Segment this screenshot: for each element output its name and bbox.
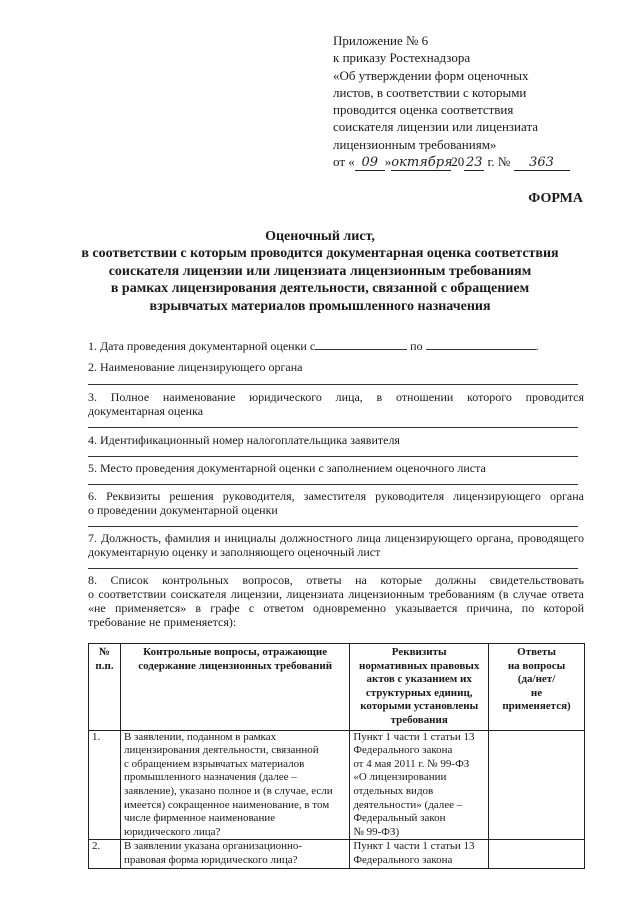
item-1-label-from: 1. Дата проведения документарной оценки с (88, 339, 316, 353)
title-line-1: Оценочный лист, (265, 229, 375, 244)
question-line: заявление), указано полное и (в случае, если (123, 784, 333, 797)
header-answers (489, 644, 585, 731)
header-requisites (350, 644, 489, 731)
item-5-assessment-place: 5. Место проведения документарной оценки с заполнением оценочного листа (88, 461, 486, 475)
date-year-prefix: 20 (451, 154, 465, 170)
item-3-line-2: документарная оценка (88, 404, 204, 418)
item-8-line-3: «не применяется» в графе с ответом одновременно указывается причина, по которой (88, 601, 584, 615)
date-prefix: от « (333, 154, 355, 170)
item-4-taxpayer-id: 4. Идентификационный номер налогоплательщика заявителя (88, 433, 400, 447)
question-line: лицензирования деятельности, связанной (123, 744, 319, 757)
header-num-line: п.п. (95, 659, 114, 672)
appendix-line-6: соискателя лицензии или лицензиата (333, 119, 539, 135)
header-requisites-line: которыми установлены (360, 700, 479, 713)
item-2-licensing-authority: 2. Наименование лицензирующего органа (88, 360, 303, 374)
row-question (120, 840, 349, 868)
item-1-end: . (535, 339, 539, 353)
question-line: правовая форма юридического лица? (123, 853, 298, 866)
header-requisites-line: структурных единиц, (365, 686, 473, 699)
item-5-fill-line[interactable] (88, 484, 578, 485)
order-date-line (333, 153, 570, 171)
requisite-line: № 99-ФЗ) (353, 825, 400, 838)
item-7-fill-line[interactable] (88, 568, 578, 569)
requisite-line: отдельных видов (353, 784, 434, 797)
item-1-assessment-date (88, 338, 584, 354)
item-4-fill-line[interactable] (88, 456, 578, 457)
date-year-label: г. № (487, 154, 511, 170)
header-answers-line: (да/нет/ (517, 673, 556, 686)
row-answer-cell[interactable] (489, 840, 585, 868)
table-header-row (89, 644, 585, 731)
header-answers-line: применяется) (502, 700, 571, 713)
appendix-line-7: лицензионным требованиям» (333, 136, 497, 152)
row-answer-cell[interactable] (489, 730, 585, 840)
item-8-line-2: о соответствии соискателя лицензии, лицензиата лицензионным требованиям (в случае ответа (88, 587, 584, 601)
question-line: имеется) сокращенное наименование, в том (123, 798, 330, 811)
row-question (120, 730, 349, 840)
date-year-handwritten: 23 (465, 155, 483, 171)
header-questions-line: содержание лицензионных требований (138, 659, 333, 672)
item-1-label-to: по (410, 339, 423, 353)
header-answers-line: Ответы (517, 646, 556, 658)
appendix-line-5: проводится оценка соответствия (333, 102, 514, 118)
requisite-line: Федеральный закон (353, 812, 446, 825)
date-from-field[interactable] (315, 338, 407, 350)
header-num (89, 644, 121, 731)
appendix-line-2: к приказу Ростехнадзора (333, 50, 471, 66)
title-line-4: в рамках лицензирования деятельности, связанной с обращением (110, 281, 530, 297)
row-num: 2. (89, 840, 121, 868)
appendix-block (333, 32, 570, 171)
header-answers-line: не (530, 686, 543, 699)
requisite-line: Федерального закона (353, 744, 453, 757)
table-row (89, 840, 585, 868)
item-2-fill-line[interactable] (88, 384, 578, 385)
order-number-handwritten: 363 (514, 156, 570, 171)
question-line: с обращением взрывчатых материалов (123, 757, 305, 770)
row-num: 1. (89, 730, 121, 840)
item-3-line-1: 3. Полное наименование юридического лица, в отношении которого проводится (88, 390, 584, 404)
header-requisites-line: актов с указанием их (366, 673, 472, 686)
date-day-handwritten: 09 (355, 156, 385, 171)
item-3-fill-line[interactable] (88, 427, 578, 428)
question-line: числе фирменное наименование (123, 812, 276, 825)
requisite-line: от 4 мая 2011 г. № 99-ФЗ (353, 757, 470, 770)
row-requisite (350, 730, 489, 840)
header-requisites-line: Реквизиты (391, 646, 447, 658)
header-questions-line: Контрольные вопросы, отражающие (143, 646, 328, 658)
title-line-3: соискателя лицензии или лицензиата лицензионным требованиям (108, 263, 532, 279)
appendix-line-1: Приложение № 6 (333, 33, 429, 48)
item-6-line-2: о проведении документарной оценки (88, 503, 278, 517)
header-questions (120, 644, 349, 731)
item-7-line-1: 7. Должность, фамилия и инициалы должностного лица лицензирующего органа, проводящего (88, 531, 584, 545)
row-requisite (350, 840, 489, 868)
date-to-field[interactable] (426, 338, 536, 350)
item-6-line-1: 6. Реквизиты решения руководителя, заместителя руководителя лицензирующего органа (88, 489, 584, 503)
header-num-line: № (98, 646, 111, 658)
requisite-line: Пункт 1 части 1 статьи 13 (353, 730, 475, 743)
question-line: В заявлении, поданном в рамках (123, 730, 277, 743)
document-title (0, 228, 640, 315)
item-7-line-2: документарную оценку и заполняющего оценочный лист (88, 545, 381, 559)
question-line: промышленного назначения (далее – (123, 771, 297, 784)
forma-label: ФОРМА (528, 191, 583, 206)
item-8-line-1: 8. Список контрольных вопросов, ответы на которые должны свидетельствовать (88, 573, 584, 587)
item-6-fill-line[interactable] (88, 526, 578, 527)
requisite-line: Федерального закона (353, 853, 453, 866)
control-questions-table (88, 643, 585, 869)
title-line-2: в соответствии с которым проводится документарная оценка соответствия (81, 246, 559, 262)
header-answers-line: на вопросы (507, 659, 566, 672)
requisite-line: деятельности» (далее – (353, 798, 463, 811)
appendix-line-4: листов, в соответствии с которыми (333, 84, 527, 100)
header-requisites-line: нормативных правовых (359, 659, 480, 672)
appendix-line-3: «Об утверждении форм оценочных (333, 67, 529, 83)
requisite-line: Пункт 1 части 1 статьи 13 (353, 840, 475, 853)
table-row (89, 730, 585, 840)
item-8-line-4: требование не применяется): (88, 615, 237, 629)
question-line: юридического лица? (123, 825, 221, 838)
date-month-handwritten: октября (391, 155, 453, 171)
question-line: В заявлении указана организационно- (123, 840, 303, 853)
requisite-line: «О лицензировании (353, 771, 447, 784)
date-mid: » (384, 154, 392, 170)
title-line-5: взрывчатых материалов промышленного назначения (149, 298, 491, 314)
header-requisites-line: требования (390, 713, 448, 726)
